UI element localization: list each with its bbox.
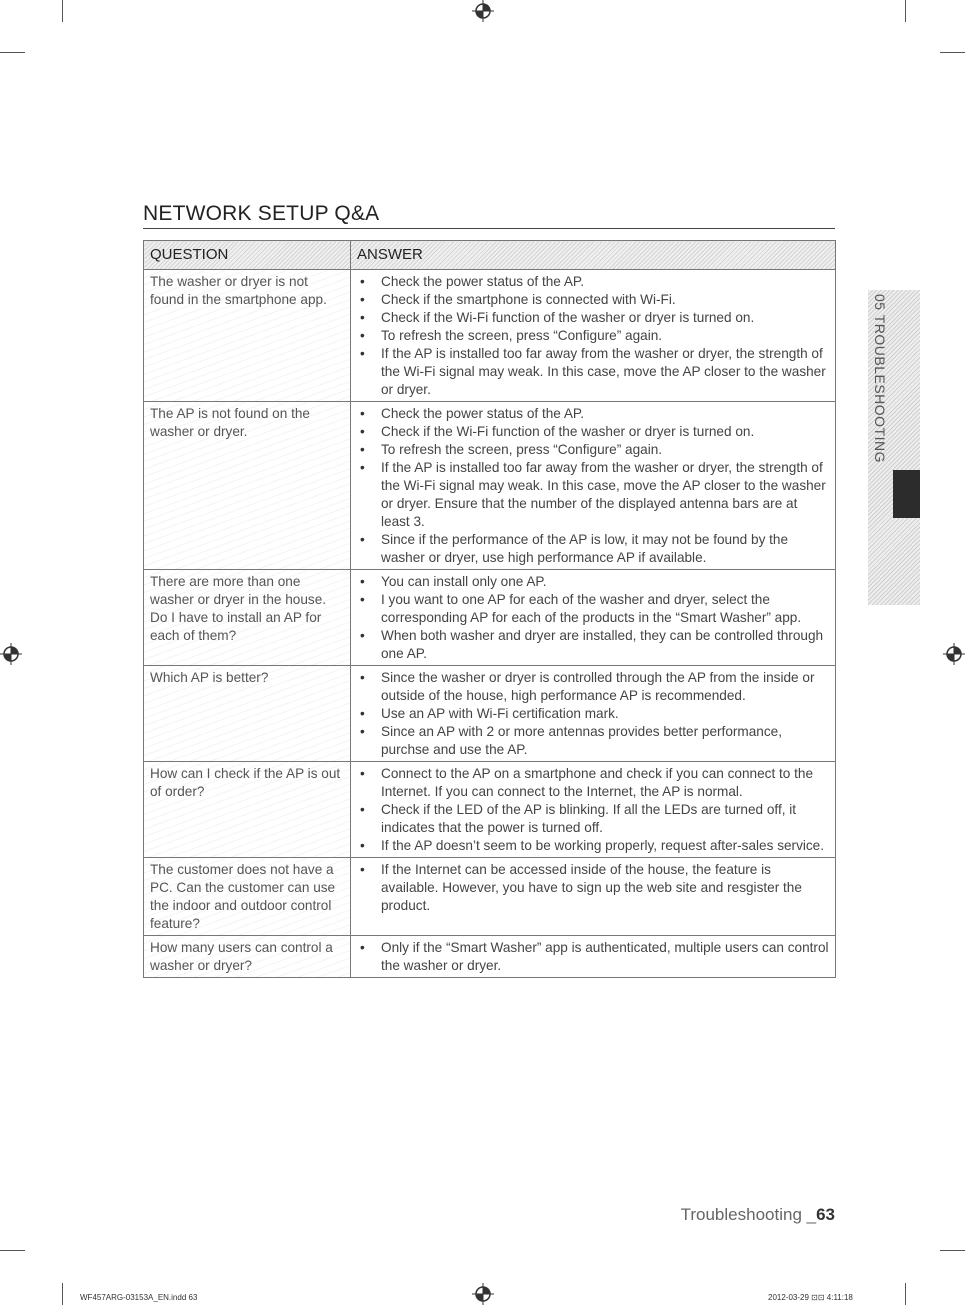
question-cell: The customer does not have a PC. Can the customer can use the indoor and outdoor control feature? — [144, 858, 351, 936]
answer-cell — [351, 762, 836, 858]
question-cell: Which AP is better? — [144, 666, 351, 762]
table-row — [144, 936, 836, 978]
answer-list — [357, 939, 829, 975]
print-slug-timestamp: 2012-03-29 ⊡⊡ 4:11:18 — [768, 1293, 853, 1302]
question-cell: How many users can control a washer or dryer? — [144, 936, 351, 978]
answer-cell — [351, 270, 836, 402]
table-row — [144, 270, 836, 402]
answer-item: • Use an AP with Wi-Fi certification mark. — [357, 705, 829, 723]
answer-item: • Since the washer or dryer is controlled through the AP from the inside or outside of the house, high performance AP is recommended. — [357, 669, 829, 705]
table-header-row — [144, 241, 836, 270]
answer-cell — [351, 858, 836, 936]
question-cell: There are more than one washer or dryer in the house. Do I have to install an AP for each of them? — [144, 570, 351, 666]
question-column-header: QUESTION — [144, 241, 351, 270]
question-cell: The washer or dryer is not found in the smartphone app. — [144, 270, 351, 402]
page-title: NETWORK SETUP Q&A — [143, 202, 835, 229]
table-row — [144, 858, 836, 936]
answer-list — [357, 573, 829, 663]
answer-item: • When both washer and dryer are installed, they can be controlled through one AP. — [357, 627, 829, 663]
answer-cell — [351, 666, 836, 762]
answer-item: • You can install only one AP. — [357, 573, 829, 591]
answer-item: • If the Internet can be accessed inside of the house, the feature is available. However, you have to sign up the web site and resgister the product. — [357, 861, 829, 915]
answer-item: • Check the power status of the AP. — [357, 405, 829, 423]
answer-item: • Check if the LED of the AP is blinking. If all the LEDs are turned off, it indicates that the power is turned off. — [357, 801, 829, 837]
answer-item: • If the AP is installed too far away from the washer or dryer, the strength of the Wi-Fi signal may weak. In this case, move the AP closer to the washer or dryer. — [357, 345, 829, 399]
registration-mark-icon — [472, 1283, 494, 1305]
page-footer — [681, 1205, 835, 1225]
table-row — [144, 402, 836, 570]
registration-mark-icon — [472, 0, 494, 22]
answer-cell — [351, 936, 836, 978]
answer-item: • To refresh the screen, press “Configure” again. — [357, 327, 829, 345]
answer-list — [357, 861, 829, 915]
qa-table — [143, 240, 836, 978]
answer-item: • I you want to one AP for each of the washer and dryer, select the corresponding AP for each of the products in the “Smart Washer” app. — [357, 591, 829, 627]
answer-item: • Check the power status of the AP. — [357, 273, 829, 291]
answer-item: • Check if the smartphone is connected with Wi-Fi. — [357, 291, 829, 309]
table-row — [144, 570, 836, 666]
answer-item: • Only if the “Smart Washer” app is authenticated, multiple users can control the washer or dryer. — [357, 939, 829, 975]
registration-mark-icon — [0, 643, 22, 665]
answer-item: • To refresh the screen, press “Configure” again. — [357, 441, 829, 459]
answer-list — [357, 273, 829, 399]
answer-column-header: ANSWER — [351, 241, 836, 270]
answer-item: • Since if the performance of the AP is low, it may not be found by the washer or dryer, use high performance AP if available. — [357, 531, 829, 567]
question-cell: How can I check if the AP is out of order? — [144, 762, 351, 858]
qa-table-body — [144, 270, 836, 978]
chapter-tab-label: 05 TROUBLESHOOTING — [872, 294, 888, 464]
answer-cell — [351, 402, 836, 570]
answer-cell — [351, 570, 836, 666]
answer-item: • Connect to the AP on a smartphone and check if you can connect to the Internet. If you can connect to the Internet, the AP is normal. — [357, 765, 829, 801]
answer-item: • If the AP doesn’t seem to be working properly, request after-sales service. — [357, 837, 829, 855]
answer-item: • Check if the Wi-Fi function of the washer or dryer is turned on. — [357, 309, 829, 327]
chapter-tab-marker — [893, 470, 920, 518]
table-row — [144, 762, 836, 858]
table-row — [144, 666, 836, 762]
registration-mark-icon — [943, 643, 965, 665]
footer-section: Troubleshooting _ — [680, 1205, 817, 1224]
answer-list — [357, 669, 829, 759]
page-number: 63 — [816, 1205, 835, 1224]
answer-list — [357, 405, 829, 567]
question-cell: The AP is not found on the washer or dryer. — [144, 402, 351, 570]
answer-item: • Since an AP with 2 or more antennas provides better performance, purchse and use the AP. — [357, 723, 829, 759]
answer-list — [357, 765, 829, 855]
print-slug-file: WF457ARG-03153A_EN.indd 63 — [80, 1293, 198, 1302]
answer-item: • If the AP is installed too far away from the washer or dryer, the strength of the Wi-Fi signal may weak. In this case, move the AP closer to the washer or dryer. Ensure that the number of the displayed antenna bars are at least 3. — [357, 459, 829, 531]
answer-item: • Check if the Wi-Fi function of the washer or dryer is turned on. — [357, 423, 829, 441]
